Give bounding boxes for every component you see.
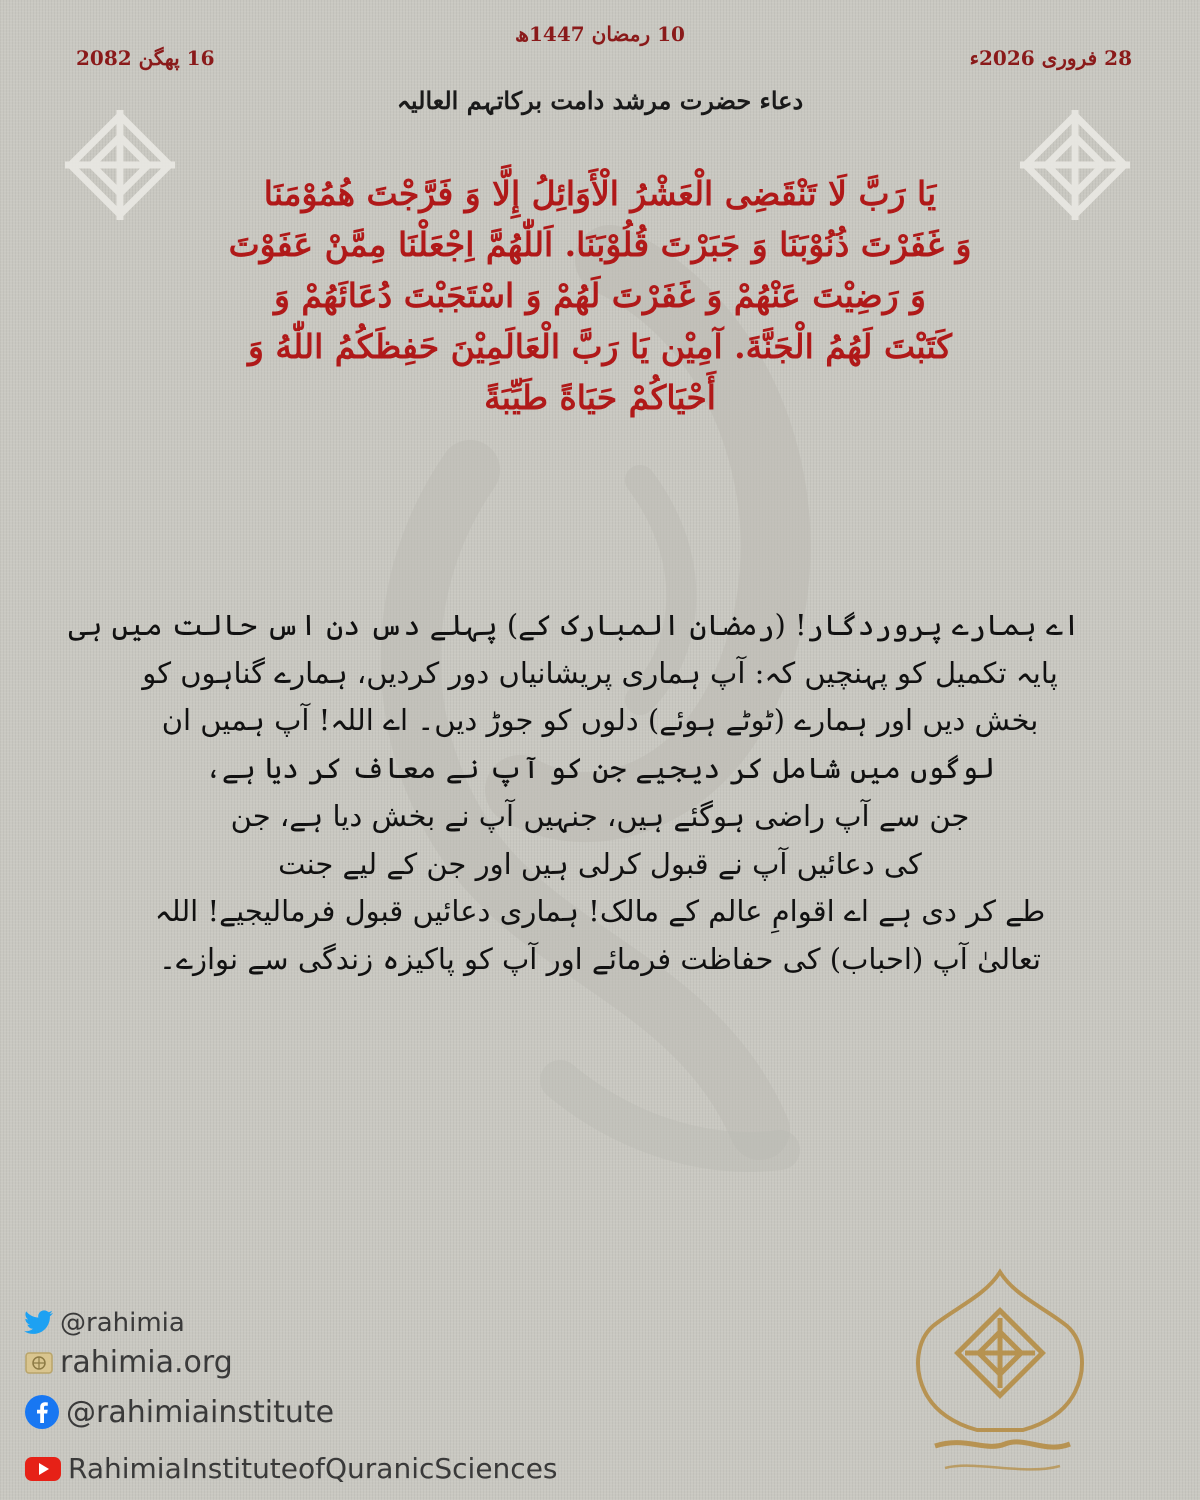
facebook-link[interactable] (24, 1394, 334, 1430)
urdu-line: بخش دیں اور ہمارے (ٹوٹے ہوئے) دلوں کو جوڑ دیں۔ اے اللہ! آپ ہمیں ان (161, 703, 1039, 738)
urdu-line: تعالیٰ آپ (احباب) کی حفاظت فرمائے اور آپ کو پاکیزہ زندگی سے نوازے۔ (159, 941, 1041, 976)
twitter-link[interactable] (24, 1308, 185, 1338)
urdu-line: پایہ تکمیل کو پہنچیں کہ: آپ ہماری پریشانیاں دور کردیں، ہمارے گناہوں کو (142, 655, 1058, 690)
arabic-line: وَ رَضِيْتَ عَنْهُمْ وَ غَفَرْتَ لَهُمْ وَ اسْتَجَبْتَ دُعَائَهُمْ وَ (274, 276, 926, 315)
youtube-link[interactable] (24, 1452, 558, 1485)
facebook-icon (24, 1394, 60, 1430)
youtube-icon (24, 1455, 62, 1483)
arabic-line: يَا رَبَّ لَا تَنْقَضِى الْعَشْرُ الْأَوَائِلُ إِلَّا وَ فَرَّجْتَ هُمُوْمَنَا (263, 174, 937, 213)
arabic-dua (150, 168, 1050, 423)
twitter-handle: @rahimia (60, 1308, 185, 1338)
website-link[interactable] (24, 1345, 233, 1380)
urdu-line: جن سے آپ راضی ہوگئے ہیں، جنہیں آپ نے بخش دیا ہے، جن (230, 798, 970, 833)
urdu-line: لوگوں میں شامل کر دیجیے جن کو آپ نے معاف کر دیا ہے، (204, 751, 996, 786)
website-url: rahimia.org (60, 1345, 233, 1380)
hijri-date: 10 رمضان 1447ھ (515, 22, 685, 46)
youtube-channel: RahimiaInstituteofQuranicSciences (68, 1452, 558, 1485)
bikrami-date: 16 پھگن 2082 (76, 46, 215, 70)
rahimia-logo (905, 1268, 1095, 1493)
arabic-line: أَحْيَاكُمْ حَيَاةً طَيِّبَةً (484, 378, 716, 417)
urdu-translation (68, 602, 1080, 984)
gregorian-date: 28 فروری 2026ء (969, 46, 1132, 70)
urdu-line: طے کر دی ہے اے اقوامِ عالم کے مالک! ہماری دعائیں قبول فرمالیجیے! اللہ (154, 894, 1046, 929)
urdu-line: اے ہمارے پروردگار! (رمضان المبارک کے) پہلے دس دن اس حالت میں ہی (68, 608, 1080, 642)
globe-icon (24, 1350, 54, 1376)
arabic-line: وَ غَفَرْتَ ذُنُوْبَنَا وَ جَبَرْتَ قُلُوْبَنَا. اَللّٰهُمَّ اِجْعَلْنَا مِمَّنْ عَفَوْتَ (228, 225, 972, 264)
dua-title: دعاء حضرت مرشد دامت برکاتہم العالیہ (396, 86, 804, 115)
urdu-line: کی دعائیں آپ نے قبول کرلی ہیں اور جن کے لیے جنت (278, 846, 922, 881)
arabic-line: كَتَبْتَ لَهُمُ الْجَنَّةَ. آمِيْن يَا رَبَّ الْعَالَمِيْنَ حَفِظَكُمُ اللّٰهُ وَ (247, 327, 953, 366)
twitter-bird-icon (24, 1310, 54, 1336)
facebook-handle: @rahimiainstitute (66, 1394, 335, 1430)
